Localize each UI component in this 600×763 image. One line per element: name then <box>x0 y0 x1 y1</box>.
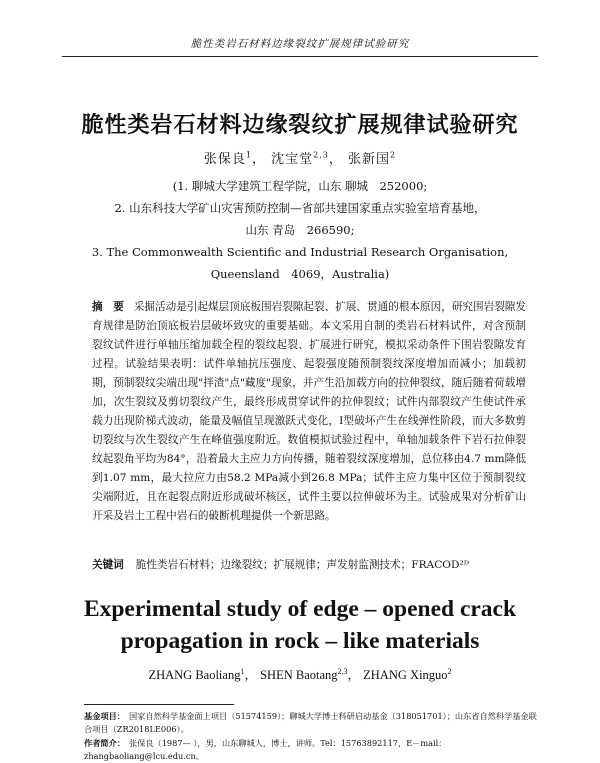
author-name: ZHANG Xinguo <box>363 668 448 682</box>
footnote-rule <box>84 704 234 705</box>
author-affiliation-mark: 2,3 <box>313 150 329 160</box>
author-affiliation-mark: 2,3 <box>337 666 348 676</box>
author-name: ZHANG Baoliang <box>148 668 241 682</box>
footnote-funding-text: 国家自然科学基金面上项目（51574159）；聊城大学博士科研启动基金（318051701）；山东省自然科学基金联合项目（ZR2018LE006）。 <box>84 711 537 734</box>
footnote-funding <box>84 710 544 736</box>
keywords-label: 关键词 <box>92 559 124 571</box>
author-name: 张新国 <box>348 152 391 167</box>
abstract-label: 摘 要 <box>92 301 124 313</box>
authors-english: ZHANG Baoliang$^1$， SHEN Baotang$^{2,3}$， ZHANG Xinguo$^2$ <box>148 666 452 682</box>
affiliation-line: 2. 山东科技大学矿山灾害预防控制—省部共建国家重点实验室培育基地， <box>114 201 486 215</box>
title-english-line-2: propagation in rock – like materials <box>120 628 480 654</box>
keywords-text: 脆性类岩石材料；边缘裂纹；扩展规律；声发射监测技术；FRACOD²ᴰ <box>135 559 470 571</box>
affiliation-line: 3. The Commonwealth Scientific and Industrial Research Organisation, <box>91 245 509 259</box>
author-affiliation-mark: 1 <box>245 150 252 160</box>
footnote-author-label: 作者简介： <box>84 738 125 748</box>
running-header: 脆性类岩石材料边缘裂纹扩展规律试验研究 <box>190 38 410 50</box>
affiliation-line: Queensland 4069，Australia) <box>210 267 390 281</box>
author-affiliation-mark: 2 <box>447 666 452 676</box>
title-english-line-1: Experimental study of edge – opened crack <box>83 596 517 622</box>
keywords <box>92 556 526 575</box>
title-chinese: 脆性类岩石材料边缘裂纹扩展规律试验研究 <box>81 112 519 138</box>
abstract <box>92 298 526 526</box>
header-rule <box>62 56 538 57</box>
authors-chinese: 张保良$^1$， 沈宝堂$^{2,3}$， 张新国$^2$ <box>203 150 397 167</box>
footnote-author-text: 张保良（1987— ），男，山东聊城人，博士，讲师。Tel：15763892117，E－mail：zhangbaoliang@lcu.edu.cn。 <box>84 738 447 761</box>
author-name: SHEN Baotang <box>260 668 338 682</box>
affiliation-line: (1. 聊城大学建筑工程学院，山东 聊城 252000; <box>172 179 428 193</box>
author-affiliation-mark: 2 <box>390 150 397 160</box>
footnote-author <box>84 737 544 763</box>
author-name: 张保良 <box>203 152 246 167</box>
footnote-funding-label: 基金项目： <box>84 711 125 721</box>
author-affiliation-mark: 1 <box>240 666 245 676</box>
abstract-text: 采掘活动是引起煤层顶底板围岩裂隙起裂、扩展、贯通的根本原因，研究围岩裂隙发育规律是防治顶底板岩层破坏致灾的重要基础。本文采用自制的类岩石材料试件，对含预制裂纹试件进行单轴压缩加载全程的裂纹起裂、扩展进行研究，模拟采动条件下围岩裂隙发育过程。试验结果表明：试件单轴抗压强度、起裂强度随预制裂纹深度增加而减小；加载初期，预制裂纹尖端出现"拌渣"点"藏度"现象，并产生沿加载方向的拉伸裂纹，随后随着荷载增加，次生裂纹及剪切裂纹产生，最终形成贯穿试件的拉伸裂纹；试件内部裂纹产生使试件承载力出现阶梯式波动，能量及幅值呈现激跃式变化，I型破坏产生在线弹性阶段，而大多数剪切裂纹与次生裂纹产生在峰值强度附近。数值模拟试验过程中，单轴加载条件下岩石拉伸裂纹起裂角平均为84°，沿着最大主应力方向传播，随着裂纹深度增加，总位移由4.7 mm降低到1.07 mm，最大拉应力由58.2 MPa减小到26.8 MPa；试件主应力集中区位于预制裂纹尖端附近，且在起裂点附近形成破坏核区，试件主要以拉伸破坏为主。试验成果对分析矿山开采及岩土工程中岩石的破断机理提供一个新思路。 <box>92 301 527 522</box>
author-name: 沈宝堂 <box>271 152 314 167</box>
affiliation-line: 山东 青岛 266590; <box>245 223 355 237</box>
